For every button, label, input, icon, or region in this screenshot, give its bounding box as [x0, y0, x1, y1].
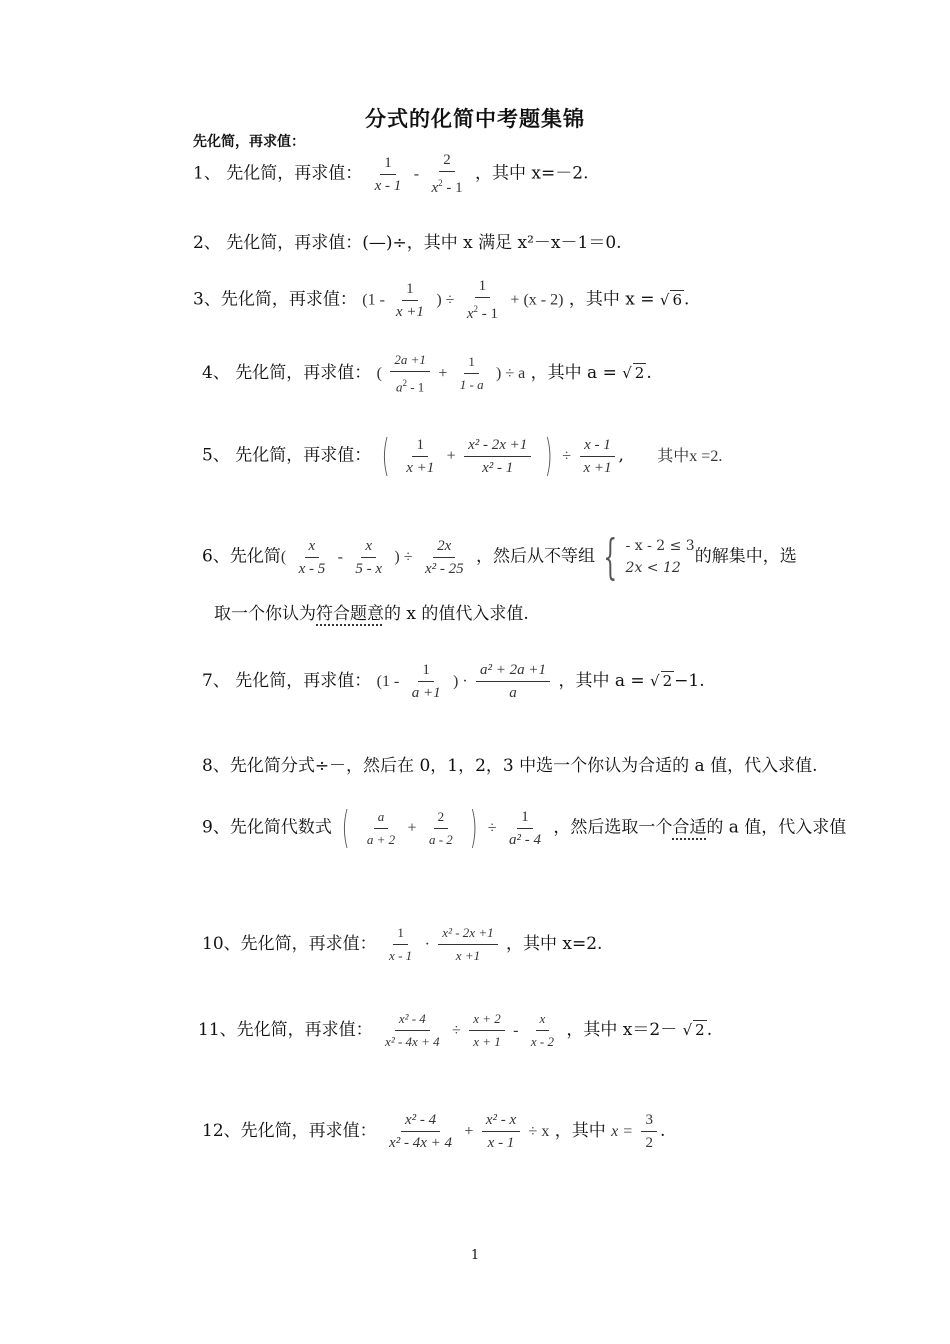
right-paren: ): [469, 802, 478, 853]
problem-7: 7、 先化简，再求值： (1 - $\frac{1}{a +1}$ ) · $\frac{\text{a² + 2a +1}}{a}$ ，其中 a = √ 2 −1.: [202, 662, 705, 701]
problem-label: 4、 先化简，再求值：: [202, 363, 372, 384]
fraction: $\frac{2}{a - 2}$: [428, 808, 453, 847]
problem-label: 1、 先化简，再求值：: [193, 163, 363, 184]
inequality-system: - x - 2 ≤ 3 2x < 12: [625, 538, 695, 576]
problem-condition: ，其中 x=－2.: [475, 163, 589, 184]
emphasis-text: 符合题意: [316, 604, 384, 624]
sqrt-symbol: √ 6: [659, 290, 682, 309]
fraction: $\frac{2a +1}{a^2 - 1}$: [390, 352, 430, 395]
fraction: $\frac{\text{x² - 4}}{\text{x² - 4x + 4}}$: [385, 1011, 440, 1049]
problem-5: 5、 先化简，再求值： ( $\frac{1}{x +1}$ + $\frac{\text{x² - 2x +1}}{\text{x² - 1}}$ ) ÷ $\frac{x - 1}{x +1}$ , 其中x =2.: [202, 430, 723, 481]
problem-9: 9、先化简代数式 ( $\frac{a}{a + 2}$ + $\frac{2}{a - 2}$ ) ÷ $\frac{1}{\text{a² - 4}}$ ，然后选取一个合适的 a 值，代入求值: [202, 802, 847, 853]
problem-label: 6、先化简: [202, 546, 281, 567]
system-brace: {: [603, 529, 618, 585]
problem-3: 3、先化简，再求值： (1 - $\frac{1}{x +1}$ ) ÷ $\frac{1}{x^2 - 1}$ + (x - 2) ，其中 x = √ 6 .: [193, 278, 690, 322]
fraction: $\frac{1}{x^2 - 1}$: [466, 278, 499, 322]
problem-8: [202, 751, 817, 776]
sqrt-symbol: √ 2: [622, 364, 645, 383]
fraction: $\frac{x}{x - 5}$: [298, 537, 326, 577]
fraction: $\frac{\text{x² - x}}{x - 1}$: [482, 1112, 520, 1151]
problem-text: 8、先化简分式÷－，然后在 0，1，2，3 中选一个你认为合适的 a 值，代入求值.: [202, 756, 818, 776]
emphasis-text: 合适: [672, 817, 707, 838]
fraction: $\frac{x}{5 - x}$: [355, 537, 383, 577]
problem-1: 1、 先化简，再求值： $\frac{1}{x - 1}$ - $\frac{2}{x^2 - 1}$ ，其中 x=－2.: [193, 152, 589, 196]
page-title: 分式的化简中考题集锦: [365, 107, 585, 131]
fraction: $\frac{a}{a + 2}$: [366, 808, 396, 847]
fraction: $\frac{x - 1}{x +1}$: [579, 437, 615, 476]
problem-label: 10、先化简，再求值：: [202, 934, 377, 954]
fraction: $\frac{\text{x² - 2x +1}}{\text{x² - 1}}$: [464, 437, 531, 476]
problem-label: 9、先化简代数式: [202, 817, 332, 838]
fraction: $\frac{1}{1 - a}$: [459, 354, 484, 393]
right-paren: ): [544, 430, 553, 481]
section-heading: 先化简，再求值：: [193, 134, 305, 150]
fraction: $\frac{1}{x - 1}$: [389, 925, 413, 963]
fraction: $\frac{\text{x² - 2x +1}}{x +1}$: [438, 925, 497, 964]
fraction: $\frac{1}{x - 1}$: [374, 154, 402, 194]
fraction: $\frac{2}{x^2 - 1}$: [431, 152, 463, 196]
fraction: $\frac{x}{x - 2}$: [530, 1011, 554, 1049]
problem-12: 12、先化简，再求值： $\frac{\text{x² - 4}}{\text{x² - 4x + 4}}$ + $\frac{\text{x² - x}}{x - 1}$ ÷ x ，其中 x = $\frac{3}{2}$ .: [202, 1112, 666, 1151]
sqrt-symbol: √ 2: [682, 1021, 705, 1039]
left-paren: (: [381, 430, 390, 481]
problem-label: 3、先化简，再求值：: [193, 289, 357, 310]
fraction: $\frac{1}{x +1}$: [395, 280, 424, 320]
problem-11: 11、先化简，再求值： $\frac{\text{x² - 4}}{\text{x² - 4x + 4}}$ ÷ $\frac{x + 2}{x + 1}$ - $\frac{x}{x - 2}$ ，其中 x＝2－ √ 2 .: [198, 1011, 713, 1049]
fraction: $\frac{3}{2}$: [641, 1112, 657, 1151]
fraction: $\frac{1}{\text{a² - 4}}$: [508, 808, 541, 848]
problem-label: 7、 先化简，再求值：: [202, 671, 372, 691]
problem-label: 5、 先化简，再求值：: [202, 445, 372, 466]
sqrt-symbol: √ 2: [650, 672, 673, 690]
problem-label: 12、先化简，再求值：: [202, 1121, 377, 1141]
problem-text: 2、 先化简，再求值：(—)÷，其中 x 满足 x²－x－1＝0.: [193, 233, 622, 253]
problem-2: [193, 228, 622, 253]
fraction: $\frac{\text{a² + 2a +1}}{a}$: [476, 662, 550, 701]
left-paren: (: [341, 802, 350, 853]
problem-6: 6、先化简( $\frac{x}{x - 5}$ - $\frac{x}{5 - x}$ ) ÷ $\frac{2x}{\text{x² - 25}}$ ，然后从不等组 { - x - 2 ≤ 3 2x < 12 的解集中，选: [202, 529, 797, 585]
problem-10: 10、先化简，再求值： $\frac{1}{x - 1}$ · $\frac{\text{x² - 2x +1}}{x +1}$ ，其中 x=2.: [202, 925, 603, 963]
problem-6-line-2: 取一个你认为符合题意的 x 的值代入求值.: [214, 604, 529, 624]
fraction: $\frac{1}{a +1}$: [411, 662, 441, 701]
fraction: $\frac{2x}{\text{x² - 25}}$: [424, 537, 464, 577]
fraction: $\frac{1}{x +1}$: [406, 436, 435, 476]
page-number: 1: [470, 1248, 480, 1263]
problem-label: 11、先化简，再求值：: [198, 1020, 373, 1040]
fraction: $\frac{\text{x² - 4}}{\text{x² - 4x + 4}}$: [389, 1112, 452, 1151]
problem-4: 4、 先化简，再求值： ( $\frac{2a +1}{a^2 - 1}$ + $\frac{1}{1 - a}$ ) ÷ a ，其中 a = √ 2 .: [202, 352, 652, 395]
fraction: $\frac{x + 2}{x + 1}$: [469, 1011, 505, 1050]
